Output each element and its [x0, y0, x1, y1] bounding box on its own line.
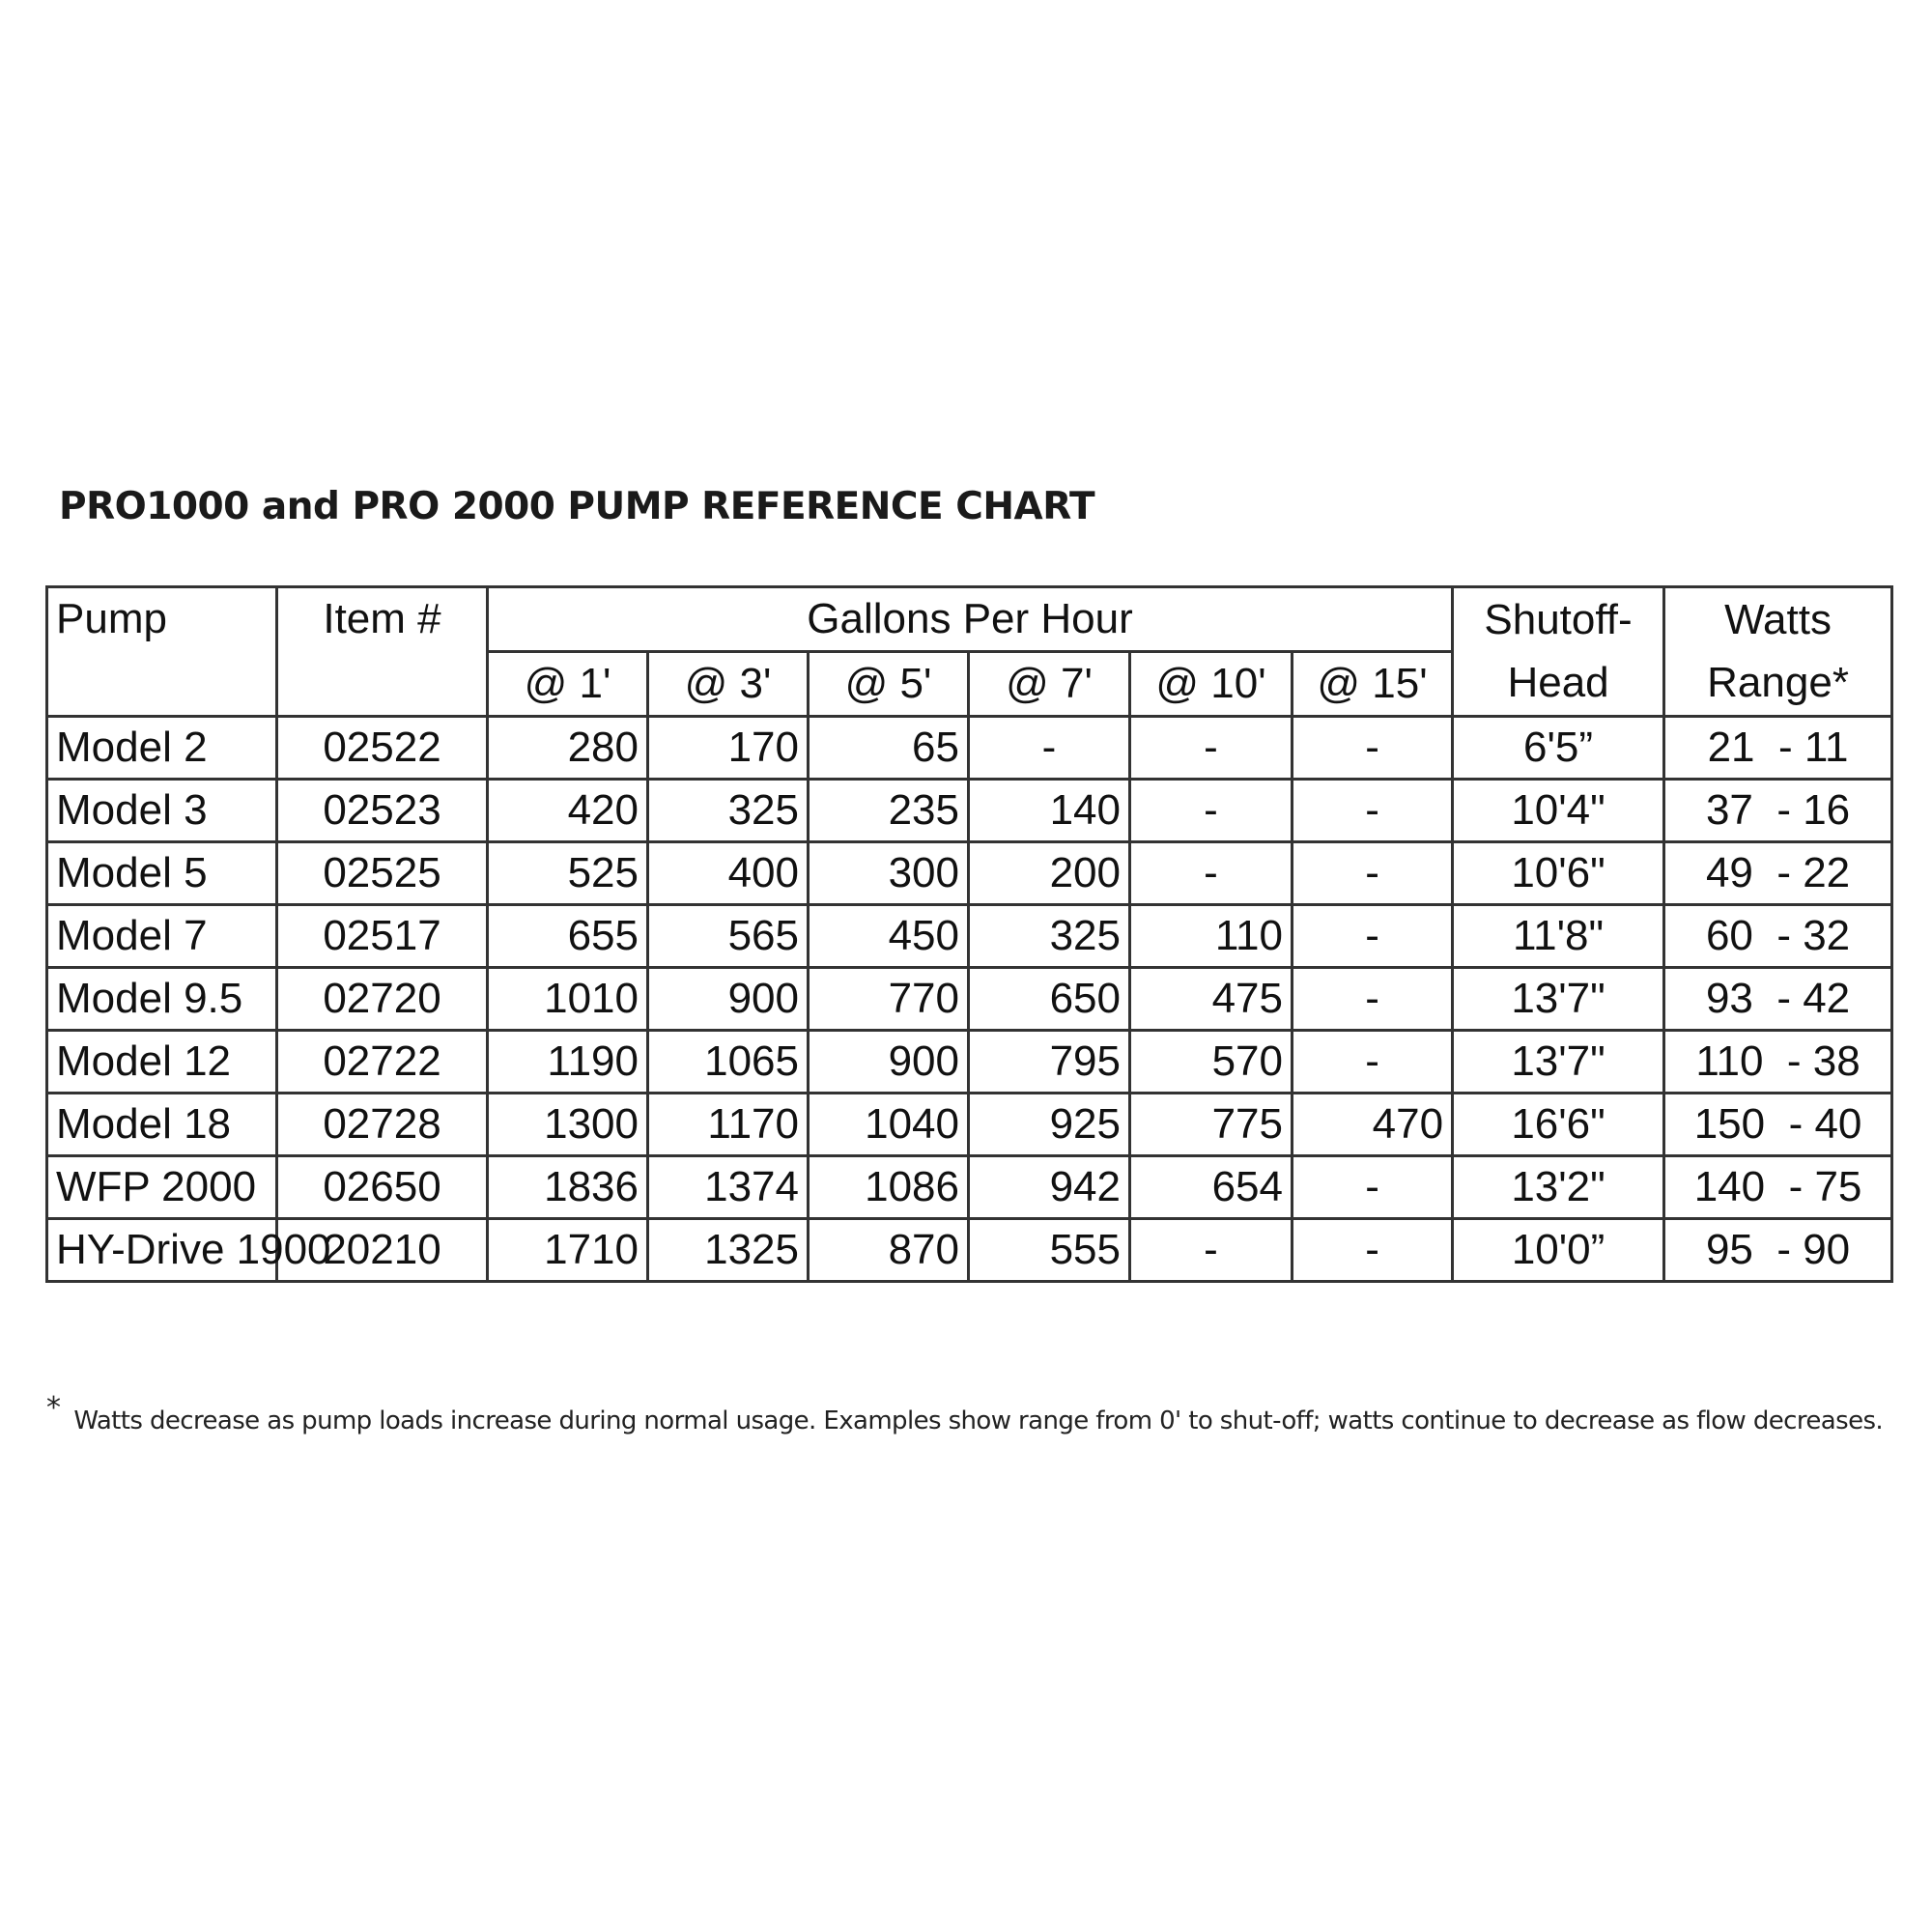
cell-pump: Model 9.5 [47, 968, 277, 1031]
cell-gph-7ft: 140 [969, 780, 1130, 842]
column-header-head-3ft: @ 3' [648, 652, 809, 717]
table-row [47, 968, 1892, 1031]
cell-item: 02722 [277, 1031, 488, 1094]
cell-gph-7ft: 942 [969, 1156, 1130, 1219]
cell-gph-10ft: - [1130, 780, 1293, 842]
column-header-watts-line2: Range* [1664, 652, 1892, 717]
cell-gph-15ft: - [1293, 842, 1453, 905]
cell-gph-15ft: - [1293, 717, 1453, 780]
cell-item: 02720 [277, 968, 488, 1031]
cell-watts-range: 150 - 40 [1664, 1094, 1892, 1156]
cell-gph-5ft: 65 [809, 717, 969, 780]
cell-item: 02523 [277, 780, 488, 842]
cell-shutoff-head: 10'0” [1453, 1219, 1664, 1282]
cell-item: 02650 [277, 1156, 488, 1219]
cell-gph-10ft: - [1130, 842, 1293, 905]
pump-reference-table [45, 585, 1893, 1283]
cell-gph-5ft: 1040 [809, 1094, 969, 1156]
cell-gph-3ft: 325 [648, 780, 809, 842]
cell-gph-1ft: 1300 [488, 1094, 648, 1156]
cell-gph-10ft: - [1130, 1219, 1293, 1282]
cell-shutoff-head: 10'4" [1453, 780, 1664, 842]
cell-pump: Model 7 [47, 905, 277, 968]
cell-gph-3ft: 1374 [648, 1156, 809, 1219]
column-header-pump: Pump [47, 587, 277, 717]
cell-gph-15ft: - [1293, 1031, 1453, 1094]
cell-gph-1ft: 525 [488, 842, 648, 905]
cell-gph-3ft: 170 [648, 717, 809, 780]
cell-pump: Model 12 [47, 1031, 277, 1094]
cell-watts-range: 21 - 11 [1664, 717, 1892, 780]
column-header-head-15ft: @ 15' [1293, 652, 1453, 717]
cell-gph-15ft: 470 [1293, 1094, 1453, 1156]
cell-item: 02517 [277, 905, 488, 968]
cell-gph-7ft: 650 [969, 968, 1130, 1031]
table-row [47, 1156, 1892, 1219]
table-row [47, 1094, 1892, 1156]
table-row [47, 842, 1892, 905]
cell-gph-5ft: 900 [809, 1031, 969, 1094]
cell-gph-15ft: - [1293, 968, 1453, 1031]
cell-shutoff-head: 13'2" [1453, 1156, 1664, 1219]
column-header-item: Item # [277, 587, 488, 717]
cell-item: 02525 [277, 842, 488, 905]
cell-item: 02728 [277, 1094, 488, 1156]
table-body [47, 717, 1892, 1282]
footnote [46, 1391, 1884, 1436]
cell-gph-5ft: 300 [809, 842, 969, 905]
cell-gph-7ft: - [969, 717, 1130, 780]
cell-pump: Model 18 [47, 1094, 277, 1156]
cell-gph-5ft: 770 [809, 968, 969, 1031]
cell-gph-5ft: 235 [809, 780, 969, 842]
cell-gph-10ft: - [1130, 717, 1293, 780]
cell-shutoff-head: 13'7" [1453, 1031, 1664, 1094]
column-header-head-10ft: @ 10' [1130, 652, 1293, 717]
cell-gph-10ft: 570 [1130, 1031, 1293, 1094]
chart-title: PRO1000 and PRO 2000 PUMP REFERENCE CHART [59, 485, 1095, 528]
cell-watts-range: 37 - 16 [1664, 780, 1892, 842]
cell-gph-3ft: 900 [648, 968, 809, 1031]
cell-gph-1ft: 655 [488, 905, 648, 968]
cell-gph-1ft: 280 [488, 717, 648, 780]
cell-watts-range: 49 - 22 [1664, 842, 1892, 905]
cell-pump: Model 5 [47, 842, 277, 905]
cell-gph-10ft: 654 [1130, 1156, 1293, 1219]
cell-pump: Model 2 [47, 717, 277, 780]
table-row [47, 1031, 1892, 1094]
cell-gph-15ft: - [1293, 780, 1453, 842]
table-header [47, 587, 1892, 717]
cell-gph-1ft: 1010 [488, 968, 648, 1031]
cell-gph-7ft: 925 [969, 1094, 1130, 1156]
cell-shutoff-head: 13'7" [1453, 968, 1664, 1031]
cell-gph-3ft: 400 [648, 842, 809, 905]
cell-gph-3ft: 565 [648, 905, 809, 968]
cell-gph-5ft: 870 [809, 1219, 969, 1282]
header-row-top [47, 587, 1892, 652]
column-header-shutoff-line1: Shutoff- [1453, 587, 1664, 652]
cell-gph-1ft: 1836 [488, 1156, 648, 1219]
cell-watts-range: 93 - 42 [1664, 968, 1892, 1031]
cell-gph-15ft: - [1293, 1219, 1453, 1282]
cell-watts-range: 140 - 75 [1664, 1156, 1892, 1219]
cell-item: 02522 [277, 717, 488, 780]
cell-gph-7ft: 200 [969, 842, 1130, 905]
cell-gph-10ft: 110 [1130, 905, 1293, 968]
cell-shutoff-head: 16'6" [1453, 1094, 1664, 1156]
table-row [47, 780, 1892, 842]
cell-gph-15ft: - [1293, 1156, 1453, 1219]
cell-shutoff-head: 6'5” [1453, 717, 1664, 780]
cell-gph-7ft: 325 [969, 905, 1130, 968]
cell-watts-range: 95 - 90 [1664, 1219, 1892, 1282]
column-header-shutoff-line2: Head [1453, 652, 1664, 717]
footnote-text: Watts decrease as pump loads increase during normal usage. Examples show range from 0' to shut-off; watts continue to decrease as flow decreases. [73, 1406, 1884, 1435]
cell-shutoff-head: 11'8" [1453, 905, 1664, 968]
column-header-watts-line1: Watts [1664, 587, 1892, 652]
table-row [47, 905, 1892, 968]
footnote-marker: * [46, 1391, 61, 1425]
cell-watts-range: 110 - 38 [1664, 1031, 1892, 1094]
cell-watts-range: 60 - 32 [1664, 905, 1892, 968]
cell-gph-7ft: 795 [969, 1031, 1130, 1094]
cell-gph-3ft: 1065 [648, 1031, 809, 1094]
column-group-gallons-per-hour: Gallons Per Hour [488, 587, 1453, 652]
cell-pump: WFP 2000 [47, 1156, 277, 1219]
column-header-head-7ft: @ 7' [969, 652, 1130, 717]
column-header-head-1ft: @ 1' [488, 652, 648, 717]
cell-gph-15ft: - [1293, 905, 1453, 968]
table-row [47, 717, 1892, 780]
cell-gph-5ft: 450 [809, 905, 969, 968]
cell-pump: HY-Drive 1900 [47, 1219, 277, 1282]
cell-gph-1ft: 1710 [488, 1219, 648, 1282]
cell-gph-10ft: 475 [1130, 968, 1293, 1031]
cell-pump: Model 3 [47, 780, 277, 842]
column-header-head-5ft: @ 5' [809, 652, 969, 717]
pump-reference-table-wrapper [45, 585, 1893, 1283]
cell-gph-10ft: 775 [1130, 1094, 1293, 1156]
cell-shutoff-head: 10'6" [1453, 842, 1664, 905]
cell-gph-7ft: 555 [969, 1219, 1130, 1282]
cell-gph-1ft: 420 [488, 780, 648, 842]
cell-gph-5ft: 1086 [809, 1156, 969, 1219]
cell-gph-1ft: 1190 [488, 1031, 648, 1094]
table-row [47, 1219, 1892, 1282]
cell-gph-3ft: 1170 [648, 1094, 809, 1156]
cell-item: 20210 [277, 1219, 488, 1282]
cell-gph-3ft: 1325 [648, 1219, 809, 1282]
